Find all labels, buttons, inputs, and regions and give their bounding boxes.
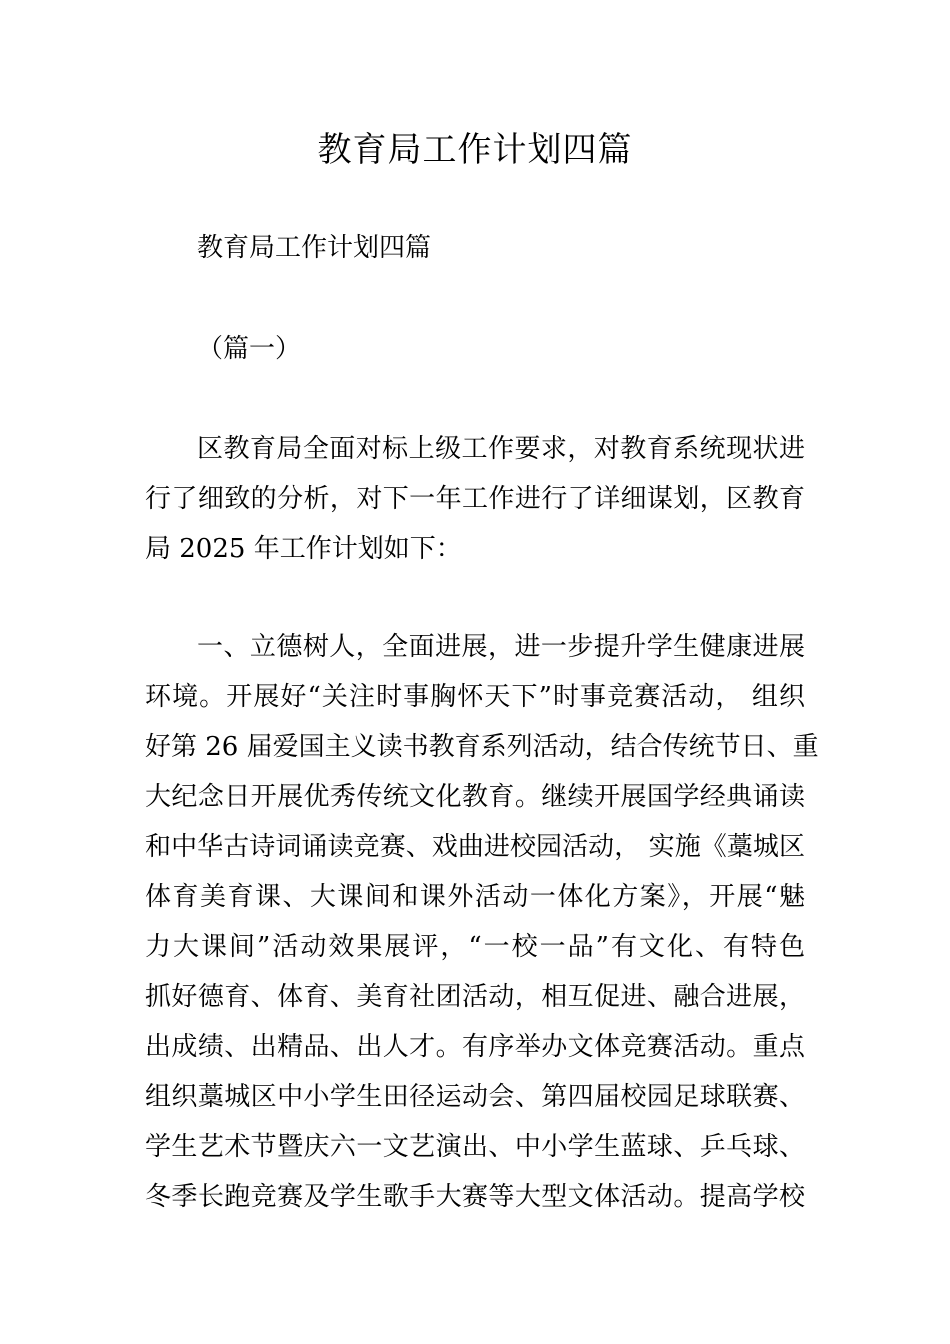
paragraph-line: 组织藁城区中小学生田径运动会、第四届校园足球联赛、 — [145, 1082, 805, 1112]
paragraph-line: 和中华古诗词诵读竞赛、戏曲进校园活动， 实施《藁城区 — [145, 832, 805, 862]
paragraph-line: 大纪念日开展优秀传统文化教育。继续开展国学经典诵读 — [145, 782, 805, 812]
paragraph-line: 学生艺术节暨庆六一文艺演出、中小学生蓝球、乒乓球、 — [145, 1132, 805, 1162]
paragraph-line: 环境。开展好“关注时事胸怀天下”时事竞赛活动， 组织 — [145, 682, 805, 712]
paragraph-line: 力大课间”活动效果展评，“一校一品”有文化、有特色 — [145, 932, 805, 962]
paragraph-line: 抓好德育、体育、美育社团活动，相互促进、融合进展， — [145, 982, 805, 1012]
paragraph-line: 出成绩、出精品、出人才。有序举办文体竞赛活动。重点 — [145, 1032, 805, 1062]
paragraph-line: 局 2025 年工作计划如下： — [145, 534, 462, 564]
paragraph-line: 体育美育课、大课间和课外活动一体化方案》，开展“魅 — [145, 882, 805, 912]
paragraph-line: 区教育局全面对标上级工作要求，对教育系统现状进 — [197, 434, 805, 464]
document-subtitle: 教育局工作计划四篇 — [197, 233, 432, 263]
paragraph-line: 一、立德树人，全面进展，进一步提升学生健康进展 — [197, 632, 805, 662]
paragraph-line: 行了细致的分析，对下一年工作进行了详细谋划，区教育 — [145, 484, 805, 514]
paragraph-line: 好第 26 届爱国主义读书教育系列活动，结合传统节日、重 — [145, 732, 819, 762]
paragraph-line: 冬季长跑竞赛及学生歌手大赛等大型文体活动。提高学校 — [145, 1182, 805, 1212]
section-label: （篇一） — [197, 334, 302, 364]
document-title: 教育局工作计划四篇 — [317, 130, 633, 170]
